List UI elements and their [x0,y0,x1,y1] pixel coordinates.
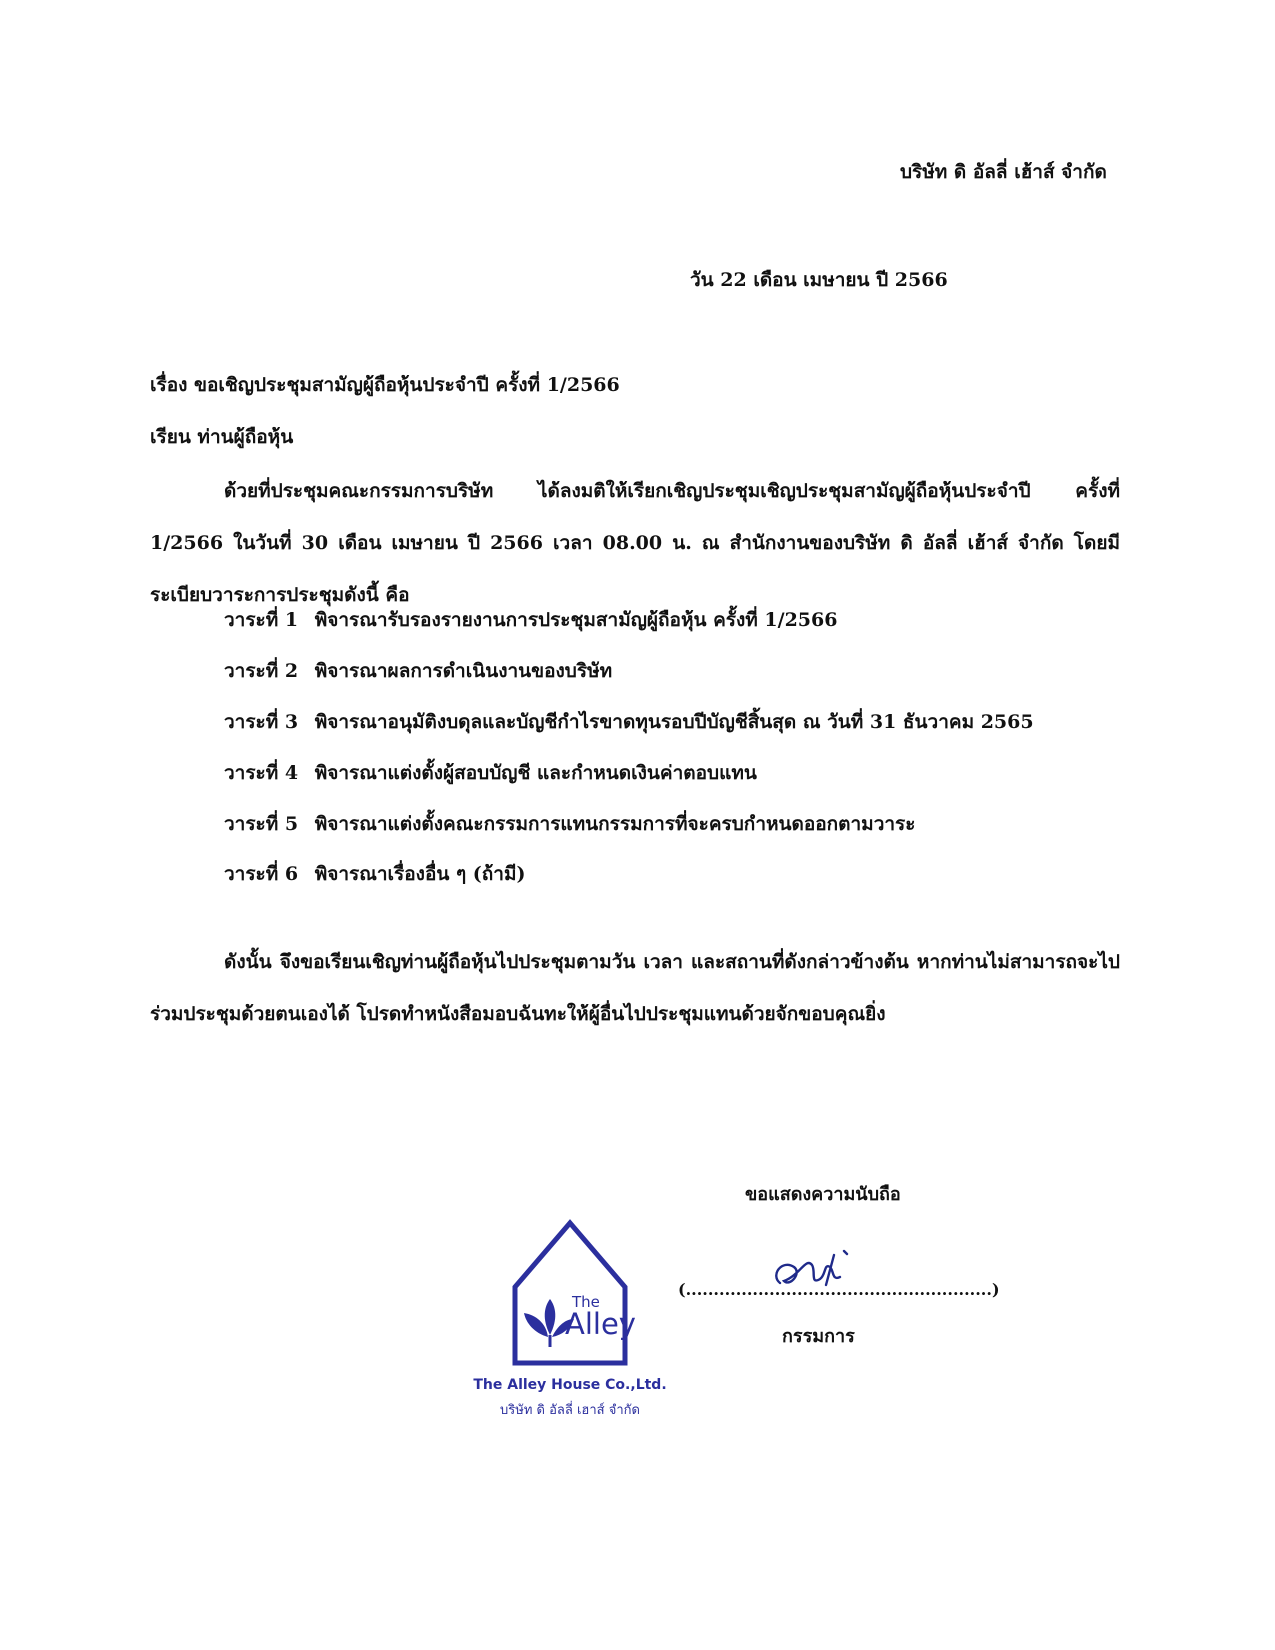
agenda-text: พิจารณาแต่งตั้งผู้สอบบัญชี และกำหนดเงินค่าตอบแทน [314,762,757,784]
company-name: บริษัท ดิ อัลลี่ เฮ้าส์ จำกัด [900,161,1107,183]
agenda-number: วาระที่ 4 [224,762,299,784]
agenda-item [224,710,1034,734]
intro-paragraph: ด้วยที่ประชุมคณะกรรมการบริษัท ได้ลงมติให้เรียกเชิญประชุมเชิญประชุมสามัญผู้ถือหุ้นประจำปี ครั้งที่ 1/2566 ในวันที่ 30 เดือน เมษายน ปี 2566 เวลา 08.00 น. ณ สำนักงานของบริษัท ดิ อัลลี่ เฮ้าส์ จำกัด โดยมีระเบียบวาระการประชุมดังนี้ คือ [150,480,1120,606]
letter-subject: เรื่อง ขอเชิญประชุมสามัญผู้ถือหุ้นประจำปี ครั้งที่ 1/2566 [150,374,620,396]
letter-recipient: เรียน ท่านผู้ถือหุ้น [150,426,294,448]
agenda-number: วาระที่ 3 [224,711,299,733]
regards-text: ขอแสดงความนับถือ [745,1184,901,1205]
logo-wordmark-big: Alley [565,1307,636,1341]
agenda-item [224,812,915,836]
logo-company-th: บริษัท ดิ อัลลี่ เฮาส์ จำกัด [500,1403,640,1418]
logo-wordmark-small: The [572,1293,600,1311]
agenda-text: พิจารณาเรื่องอื่น ๆ (ถ้ามี) [314,863,526,885]
signature-line: (.......................................................) [678,1280,1000,1299]
agenda-number: วาระที่ 6 [224,863,299,885]
logo-company-en: The Alley House Co.,Ltd. [473,1377,667,1393]
agenda-number: วาระที่ 5 [224,813,299,835]
house-logo-icon [460,1215,680,1375]
agenda-item [224,608,837,632]
agenda-item [224,761,757,785]
agenda-text: พิจารณาแต่งตั้งคณะกรรมการแทนกรรมการที่จะครบกำหนดออกตามวาระ [314,813,916,835]
agenda-item [224,659,612,683]
agenda-item [224,862,525,886]
signer-title: กรรมการ [782,1326,855,1347]
agenda-number: วาระที่ 1 [224,609,299,631]
agenda-text: พิจารณาอนุมัติงบดุลและบัญชีกำไรขาดทุนรอบปีบัญชีสิ้นสุด ณ วันที่ 31 ธันวาคม 2565 [314,711,1034,733]
agenda-text: พิจารณารับรองรายงานการประชุมสามัญผู้ถือหุ้น ครั้งที่ 1/2566 [314,609,838,631]
closing-paragraph: ดังนั้น จึงขอเรียนเชิญท่านผู้ถือหุ้นไปประชุมตามวัน เวลา และสถานที่ดังกล่าวข้างต้น หากท่านไม่สามารถจะไปร่วมประชุมด้วยตนเองได้ โปรดทำหนังสือมอบฉันทะให้ผู้อื่นไปประชุมแทนด้วยจักขอบคุณยิ่ง [150,951,1120,1025]
company-logo [460,1215,680,1425]
agenda-number: วาระที่ 2 [224,660,299,682]
agenda-text: พิจารณาผลการดำเนินงานของบริษัท [314,660,613,682]
letter-date: วัน 22 เดือน เมษายน ปี 2566 [690,269,948,291]
